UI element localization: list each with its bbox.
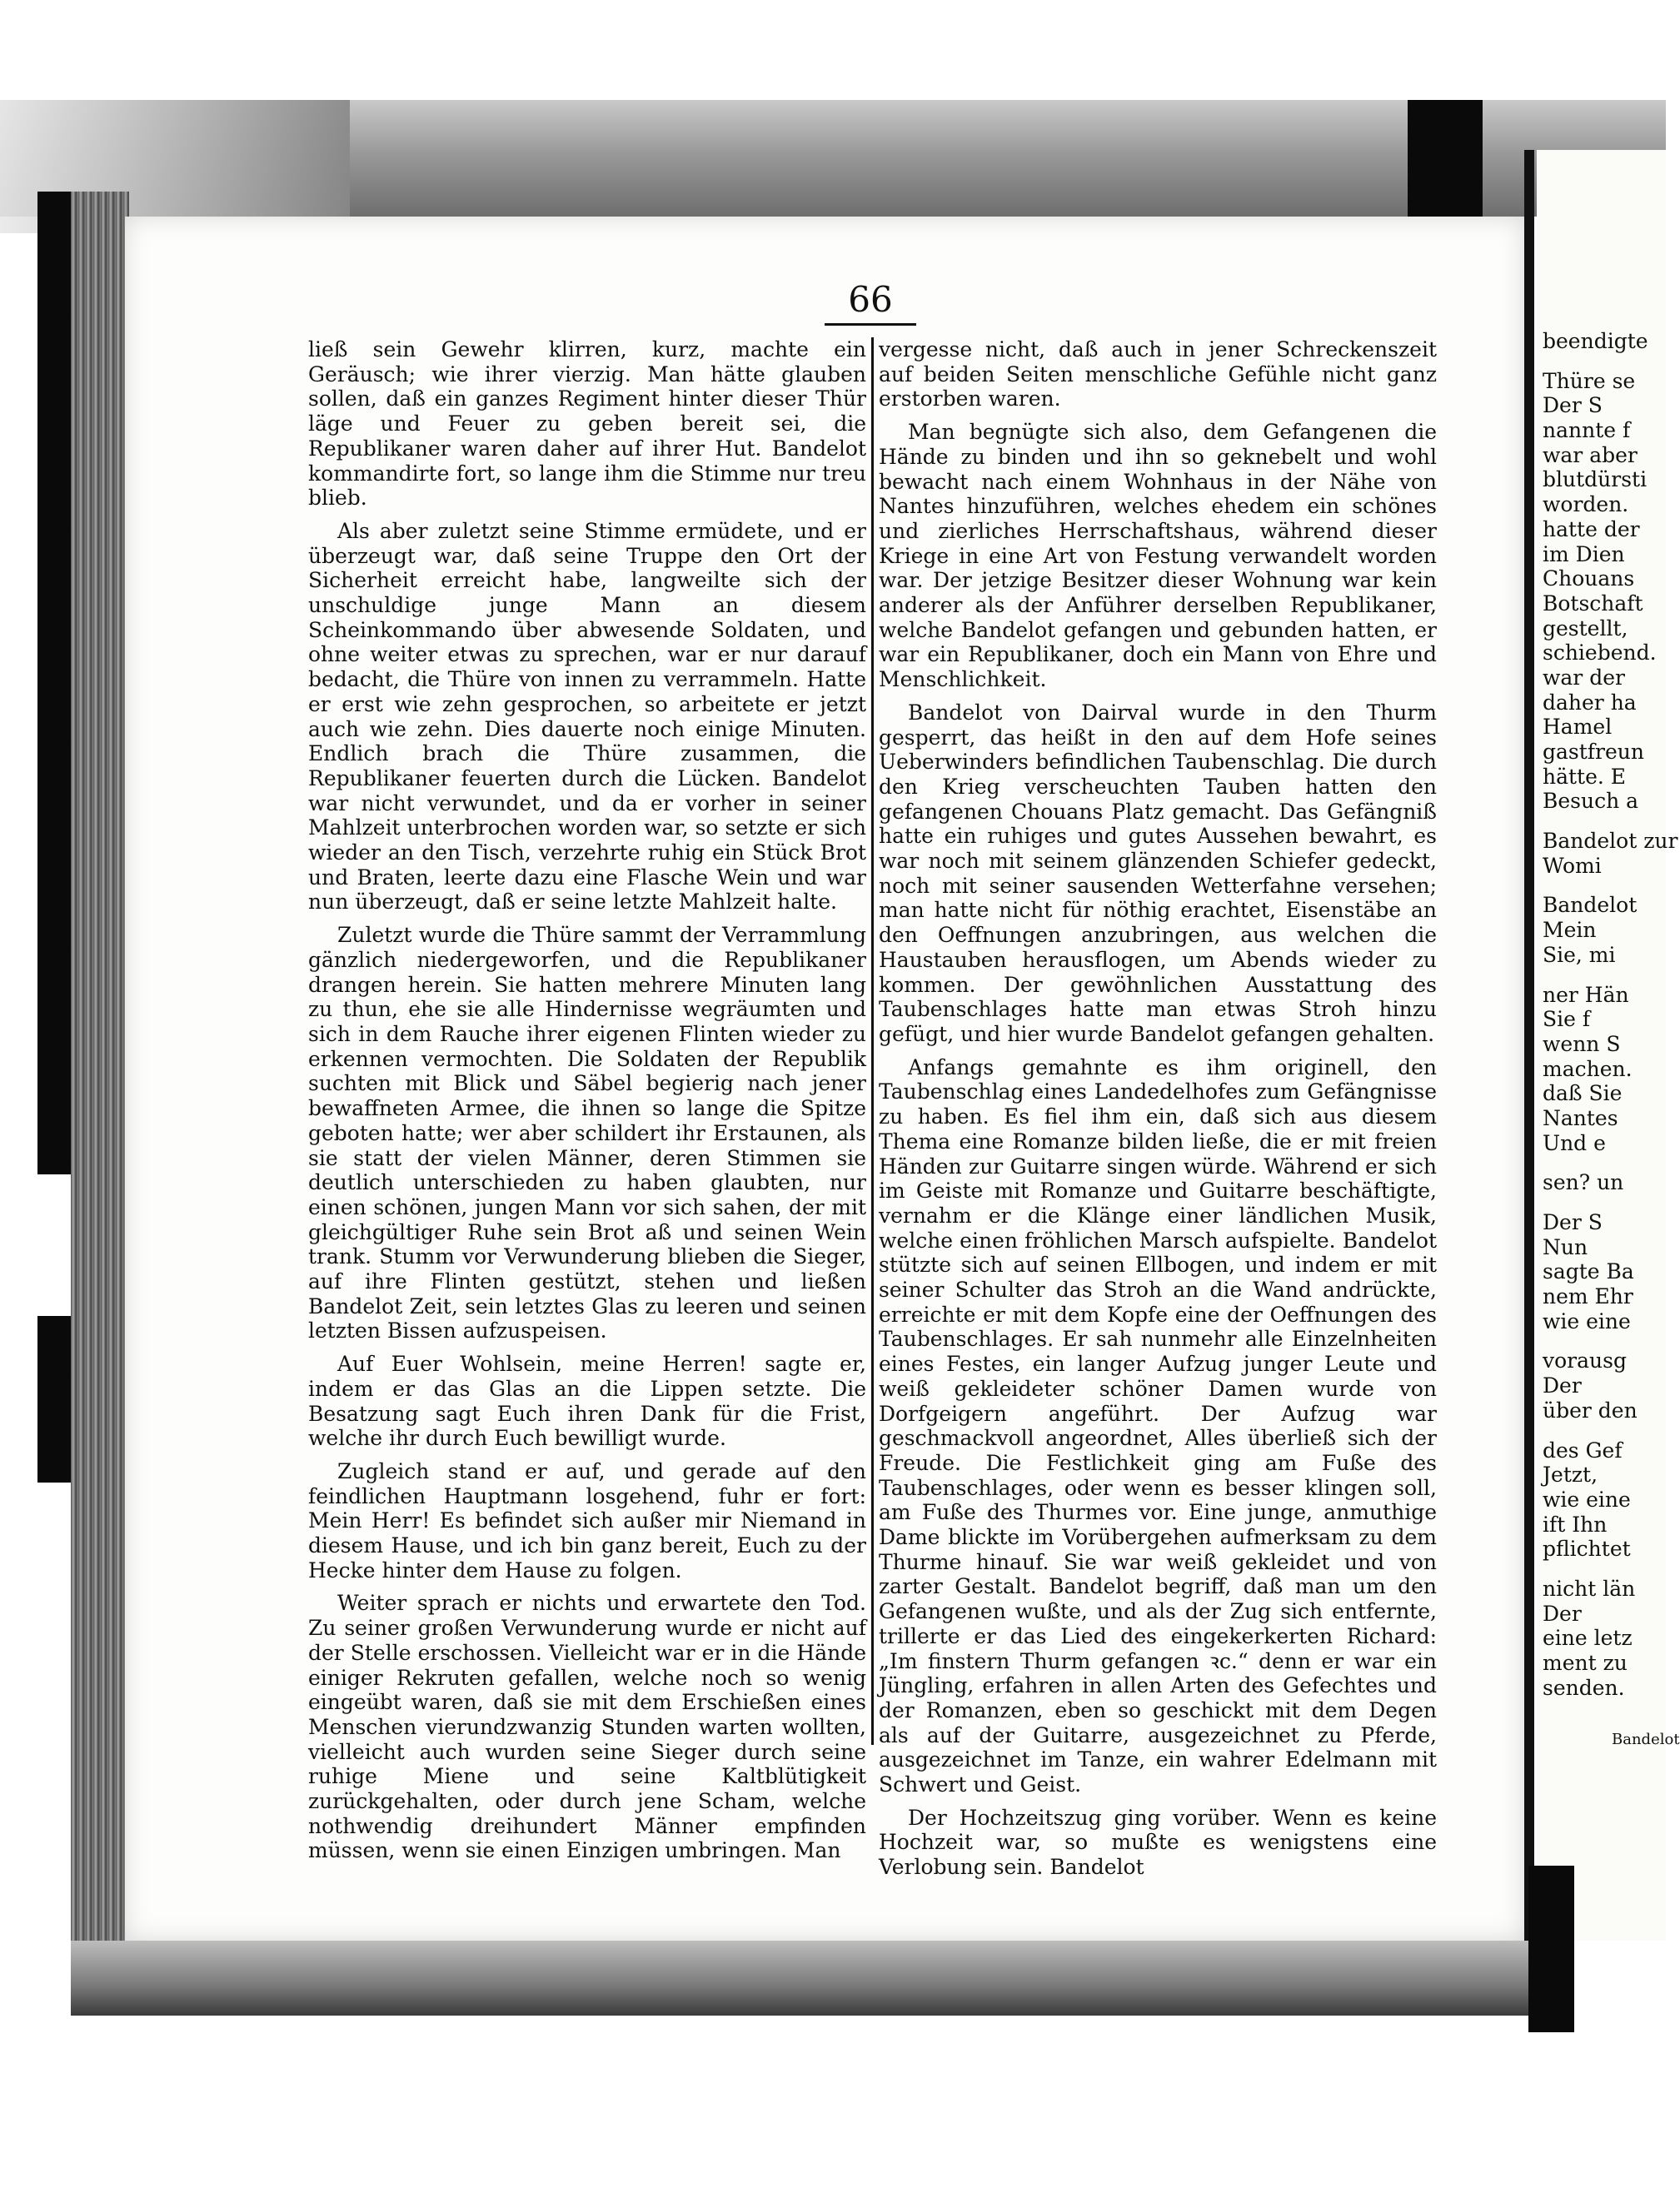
facing-line: Botschaft xyxy=(1543,591,1643,616)
facing-line: Der S xyxy=(1543,1210,1603,1234)
facing-line: nannte f xyxy=(1543,418,1631,443)
facing-line: hätte. E xyxy=(1543,764,1627,789)
facing-line: ift Ihn xyxy=(1543,1512,1608,1537)
facing-page-footer: Bandelot xyxy=(1612,1731,1680,1748)
facing-line: ner Hän xyxy=(1543,982,1629,1007)
facing-line: Chouans xyxy=(1543,566,1635,591)
paragraph: Zuletzt wurde die Thüre sammt der Verrammlung gänzlich niedergeworfen, und die Republikaner drangen herein. Sie hatten mehrere Minuten lang zu thun, ehe sie alle Hindernisse wegräumten und sich in dem Rauche ihrer eigenen Flinten wieder zu erkennen vermochten. Die Soldaten der Republik suchten mit Blick und Säbel begierig nach jener bewaffneten Armee, die ihnen so lange die Spitze geboten hatte; wer aber schildert ihr Erstaunen, als sie statt der vielen Männer, deren Stimmen sie deutlich unterschieden zu haben glaubten, nur einen schönen, jungen Mann vor sich sahen, der mit gleichgültiger Ruhe sein Brot aß und seinen Wein trank. Stumm vor Verwunderung blieben die Sieger, auf ihre Flinten gestützt, stehen und ließen Bandelot Zeit, sein letztes Glas zu leeren und seinen letzten Bissen aufzuspeisen. xyxy=(308,923,866,1343)
facing-line: hatte der xyxy=(1543,516,1640,541)
scan-left-border xyxy=(37,192,71,1174)
facing-line: Hamel xyxy=(1543,715,1613,740)
facing-line: war der xyxy=(1543,665,1625,690)
facing-line: pflichtet xyxy=(1543,1537,1631,1562)
facing-line: Womi xyxy=(1543,853,1602,878)
paragraph: Bandelot von Dairval wurde in den Thurm gesperrt, das heißt in den auf dem Hofe seines Ueberwinders befindlichen Taubenschlag. Die durch den Krieg verscheuchten Tauben hatten den gefangenen Chouans Platz gemacht. Das Gefängniß hatte ein ruhiges und gutes Aussehen bewahrt, es war noch mit seinem glänzenden Schiefer gedeckt, noch mit seiner sausenden Wetterfahne versehen; man hatte nicht für nöthig erachtet, Eisenstäbe an den Oeffnungen anzubringen, aus welchen die Haustauben herausflogen, um Abends wieder zu kommen. Der gewöhnlichen Ausstattung des Taubenschlages hatte man etwas Stroh hinzu gefügt, und hier wurde Bandelot gefangen gehalten. xyxy=(879,700,1437,1046)
facing-line: Thüre se xyxy=(1543,368,1636,393)
facing-line: senden. xyxy=(1543,1675,1625,1700)
facing-line: gastfreun xyxy=(1543,740,1644,764)
facing-line: Und e xyxy=(1543,1130,1606,1155)
book-bottom-edge xyxy=(71,1941,1528,2016)
facing-line: Sie f xyxy=(1543,1007,1591,1032)
facing-line: wie eine xyxy=(1543,1308,1631,1333)
facing-line: Jetzt, xyxy=(1543,1463,1598,1488)
facing-page-text xyxy=(1543,329,1678,1700)
facing-line: Der xyxy=(1543,1601,1582,1626)
facing-line: daß Sie xyxy=(1543,1081,1623,1106)
column-divider xyxy=(871,337,874,1745)
scan-left-border-lower xyxy=(37,1316,71,1483)
facing-line: Nun xyxy=(1543,1234,1588,1259)
gutter-line xyxy=(1524,150,1534,1941)
facing-line: im Dien xyxy=(1543,541,1625,566)
paragraph: Der Hochzeitszug ging vorüber. Wenn es keine Hochzeit war, so mußte es wenigstens eine Verlobung sein. Bandelot xyxy=(879,1805,1437,1880)
facing-line: Bandelot xyxy=(1543,893,1638,918)
paragraph: Weiter sprach er nichts und erwartete den Tod. Zu seiner großen Verwunderung wurde er nicht auf der Stelle erschossen. Vielleicht war er in die Hände einiger Rekruten gefallen, welche noch so wenig eingeübt waren, daß sie mit dem Erschießen eines Menschen vierundzwanzig Stunden warten wollten, vielleicht auch wurden seine Sieger durch seine ruhige Miene und seine Kaltblütigkeit zurückgehalten, oder durch jene Scham, welche nothwendig dreihundert Männer empfinden müssen, wenn sie einen Einzigen umbringen. Man xyxy=(308,1591,866,1863)
facing-line: Mein xyxy=(1543,918,1597,943)
paragraph: Auf Euer Wohlsein, meine Herren! sagte er, indem er das Glas an die Lippen setzte. Die Besatzung sagt Euch ihren Dank für die Frist, welche ihr durch Euch bewilligt wurde. xyxy=(308,1352,866,1451)
scan-right-border xyxy=(1408,100,1483,225)
facing-line: sagte Ba xyxy=(1543,1259,1634,1284)
facing-line: Nantes xyxy=(1543,1105,1618,1130)
facing-line: wie eine xyxy=(1543,1487,1631,1512)
facing-line: daher ha xyxy=(1543,690,1637,715)
facing-line: Sie, mi xyxy=(1543,942,1616,967)
facing-line: blutdürsti xyxy=(1543,467,1648,492)
facing-line: ment zu xyxy=(1543,1651,1628,1675)
facing-line: nem Ehr xyxy=(1543,1284,1633,1309)
paragraph: vergesse nicht, daß auch in jener Schreckenszeit auf beiden Seiten menschliche Gefühle nicht ganz erstorben waren. xyxy=(879,337,1437,411)
page-number: 66 xyxy=(848,279,893,320)
facing-line: gestellt, xyxy=(1543,616,1628,640)
facing-line: Der S xyxy=(1543,393,1603,418)
scan-right-border-lower xyxy=(1528,1866,1574,2032)
facing-line: worden. xyxy=(1543,492,1629,517)
left-column xyxy=(308,337,866,1872)
facing-line: über den xyxy=(1543,1398,1638,1423)
book-page-edges xyxy=(71,192,129,1991)
facing-line: Bandelot zur xyxy=(1543,829,1678,854)
paragraph: ließ sein Gewehr klirren, kurz, machte ein Geräusch; wie ihrer vierzig. Man hätte glauben sollen, daß ein ganzes Regiment hinter dieser Thür läge und Feuer zu geben bereit sei, die Republikaner waren daher auf ihrer Hut. Bandelot kommandirte fort, so lange ihm die Stimme nur treu blieb. xyxy=(308,337,866,511)
paragraph: Anfangs gemahnte es ihm originell, den Taubenschlag eines Landedelhofes zum Gefängnisse zu haben. Es fiel ihm ein, daß sich aus diesem Thema eine Romanze bilden ließe, die er mit freien Händen zur Guitarre singen würde. Während er sich im Geiste mit Romanze und Guitarre beschäftigte, vernahm er die Klänge einer ländlichen Musik, welche einen fröhlichen Marsch aufspielte. Bandelot stützte sich auf seinen Ellbogen, und indem er mit seiner Schulter das Stroh an die Wand andrückte, erreichte er mit dem Kopfe eine der Oeffnungen des Taubenschlages. Er sah nunmehr alle Einzelnheiten eines Festes, ein langer Aufzug junger Leute und weiß gekleideter schöner Damen wurde von Dorfgeigern angeführt. Der Aufzug war geschmackvoll angeordnet, Alles überließ sich der Freude. Die Festlichkeit ging am Fuße des Taubenschlages, oder wenn es besser klingen soll, am Fuße des Thurmes vor. Eine junge, anmuthige Dame blickte im Vorübergehen aufmerksam zu dem Thurme hinauf. Sie war weiß gekleidet und von zarter Gestalt. Bandelot begriff, daß man um den Gefangenen wußte, und als der Zug sich entfernte, trillerte er das Lied des eingekerkerten Richard: „Im finstern Thurm gefangen ꝛc.“ denn er war ein Jüngling, erfahren in allen Arten des Gefechtes und der Romanzen, eben so geschickt mit dem Degen als auf der Guitarre, ausgezeichnet zu Pferde, ausgezeichnet im Tanze, ein wahrer Edelmann mit Schwert und Geist. xyxy=(879,1054,1437,1797)
facing-line: eine letz xyxy=(1543,1626,1633,1651)
paragraph: Als aber zuletzt seine Stimme ermüdete, und er überzeugt war, daß seine Truppe den Ort der Sicherheit erreicht habe, langweilte sich der unschuldige junge Mann an diesem Scheinkommando über abwesende Soldaten, und ohne weiter etwas zu sprechen, war er nur darauf bedacht, die Thüre von innen zu verrammeln. Hatte er erst wie zehn gesprochen, so arbeitete er jetzt auch wie zehn. Dies dauerte noch einige Minuten. Endlich brach die Thüre zusammen, die Republikaner feuerten durch die Lücken. Bandelot war nicht verwundet, und da er vorher in seiner Mahlzeit unterbrochen worden war, so setzte er sich wieder an den Tisch, verzehrte ruhig ein Stück Brot und Braten, leerte dazu eine Flasche Wein und war nun überzeugt, daß er seine letzte Mahlzeit halte. xyxy=(308,518,866,915)
facing-line: machen. xyxy=(1543,1056,1633,1081)
facing-line: nicht län xyxy=(1543,1576,1636,1601)
right-column xyxy=(879,337,1437,1888)
facing-line: vorausg xyxy=(1543,1348,1627,1373)
facing-line: Der xyxy=(1543,1373,1582,1398)
page-number-rule xyxy=(825,323,916,326)
paragraph: Zugleich stand er auf, und gerade auf den feindlichen Hauptmann losgehend, fuhr er fort: Mein Herr! Es befindet sich außer mir Niemand in diesem Hause, und ich bin ganz bereit, Euch zu der Hecke hinter dem Hause zu folgen. xyxy=(308,1458,866,1582)
facing-line: wenn S xyxy=(1543,1031,1621,1056)
facing-line: sen? un xyxy=(1543,1170,1624,1195)
facing-line: beendigte xyxy=(1543,329,1648,353)
paragraph: Man begnügte sich also, dem Gefangenen die Hände zu binden und ihn so geknebelt und wohl bewacht nach einem Wohnhaus in der Nähe von Nantes hinzuführen, welches ehedem ein schönes und zierliches Herrschaftshaus, während dieser Kriege in eine Art von Festung verwandelt worden war. Der jetzige Besitzer dieser Wohnung war kein anderer als der Anführer derselben Republikaner, welche Bandelot gefangen und gebunden hatten, er war ein Republikaner, doch ein Mann von Ehre und Menschlichkeit. xyxy=(879,420,1437,692)
facing-line: Besuch a xyxy=(1543,789,1639,814)
facing-line: schiebend. xyxy=(1543,640,1657,665)
facing-line: des Gef xyxy=(1543,1438,1623,1463)
facing-line: war aber xyxy=(1543,442,1638,467)
